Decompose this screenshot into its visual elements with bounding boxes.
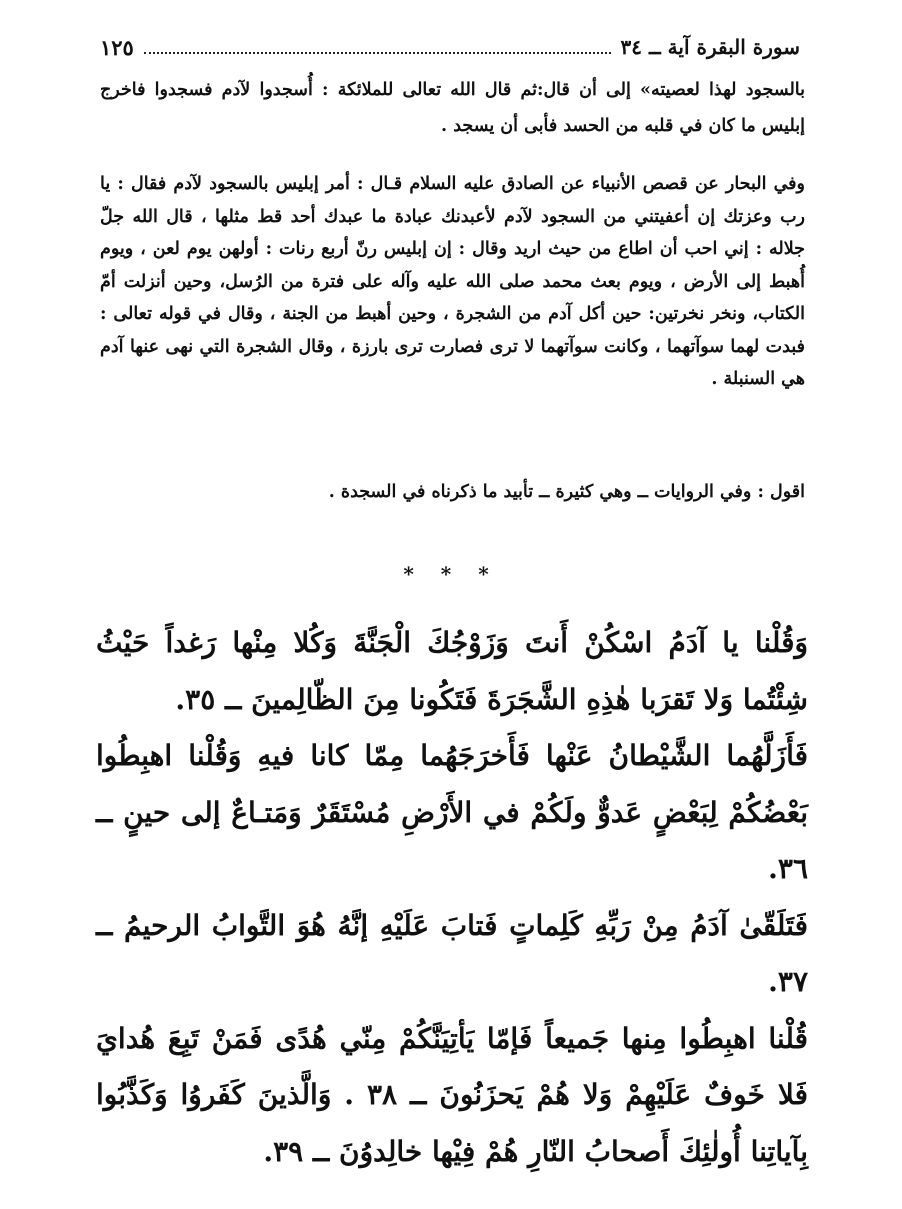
verse-37: فَتَلَقّىٰ آدَمُ مِنْ رَبِّهِ كَلِماتٍ فَتابَ عَلَيْهِ إنَّهُ هُوَ التَّوابُ الرحيمُ ــ ٣٧. [96,908,808,998]
page-number: ١٢٥ [100,34,134,60]
section-separator: * * * [403,562,499,586]
commentary-text-3: اقول : وفي الروايات ــ وهي كثيرة ــ تأبيد ما ذكرناه في السجدة . [328,482,805,502]
verse-36: فَأَزَلَّهُما الشَّيْطانُ عَنْها فَأَخرَجَهُما مِمّا كانا فيهِ وَقُلْنا اهبِطُوا بَعْضُكُمْ لِبَعْضٍ عَدوٌّ ولَكُمْ في الأَرْضِ مُسْتَقَرٌ وَمَتـاعٌ إلى حينٍ ــ ٣٦. [96,739,808,885]
running-title: سورة البقرة آية ــ ٣٤ [620,35,800,59]
commentary-paragraph-2 [100,168,805,396]
dotted-leader [144,52,611,54]
commentary-text-2: وفي البحار عن قصص الأنبياء عن الصادق عليه السلام قـال : أمر إبليس بالسجود لآدم فقال : يا رب وعزتك إن أعفيتني من السجود لآدم لأعبدنك عبادة ما عبدك أحد قط مثلها ، قال الله جلّ جلاله : إني احب أن اطاع من حيث اريد وقال : إن إبليس رنّ أربع رنات : أولهن يوم لعن ، ويوم أُهبط إلى الأرض ، ويوم بعث محمد صلى الله عليه وآله على فترة من الرُسل، وحين أنزلت أمّ الكتاب، ونخر نخرتين: حين أكل آدم من الشجرة ، وحين أهبط من الجنة ، وقال في قوله تعالى : فبدت لهما سوآتهما ، وكانت سوآتهما لا ترى فصارت ترى بارزة ، وقال الشجرة التي نهى عنها آدم هي السنبلة . [100,174,805,389]
commentary-paragraph-1 [100,72,805,144]
verse-38-39: قُلْنا اهبِطُوا مِنها جَميعاً فَإمّا يَأتِيَنَّكُمْ مِنّي هُدًى فَمَنْ تَبِعَ هُدايَ فَلا خَوفٌ عَلَيْهِمْ وَلا هُمْ يَحزَنُونَ ــ ٣٨ . وَالَّذينَ كَفَروُا وَكَذَّبُوا بِآياتِنا أُولٰئِكَ أَصحابُ النّارِ هُمْ فِيْها خالِدوُنَ ــ ٣٩. [96,1021,808,1168]
quran-verses-block [96,615,808,1180]
running-header [100,32,800,62]
verse-35: وَقُلْنا يا آدَمُ اسْكُنْ أَنتَ وَزَوْجُكَ الْجَنَّةَ وَكُلا مِنْها رَغداً حَيْثُ شِئْتُما وَلا تَقرَبا هٰذِهِ الشَّجَرَةَ فَتَكُونا مِنَ الظّالِمينَ ــ ٣٥. [96,626,808,716]
commentary-paragraph-3 [100,474,805,510]
commentary-text-1: بالسجود لهذا لعصيته» إلى أن قال:ثم قال الله تعالى للملائكة : أُسجدوا لآدم فسجدوا فاخرج إبليس ما كان في قلبه من الحسد فأبى أن يسجد . [100,80,805,136]
